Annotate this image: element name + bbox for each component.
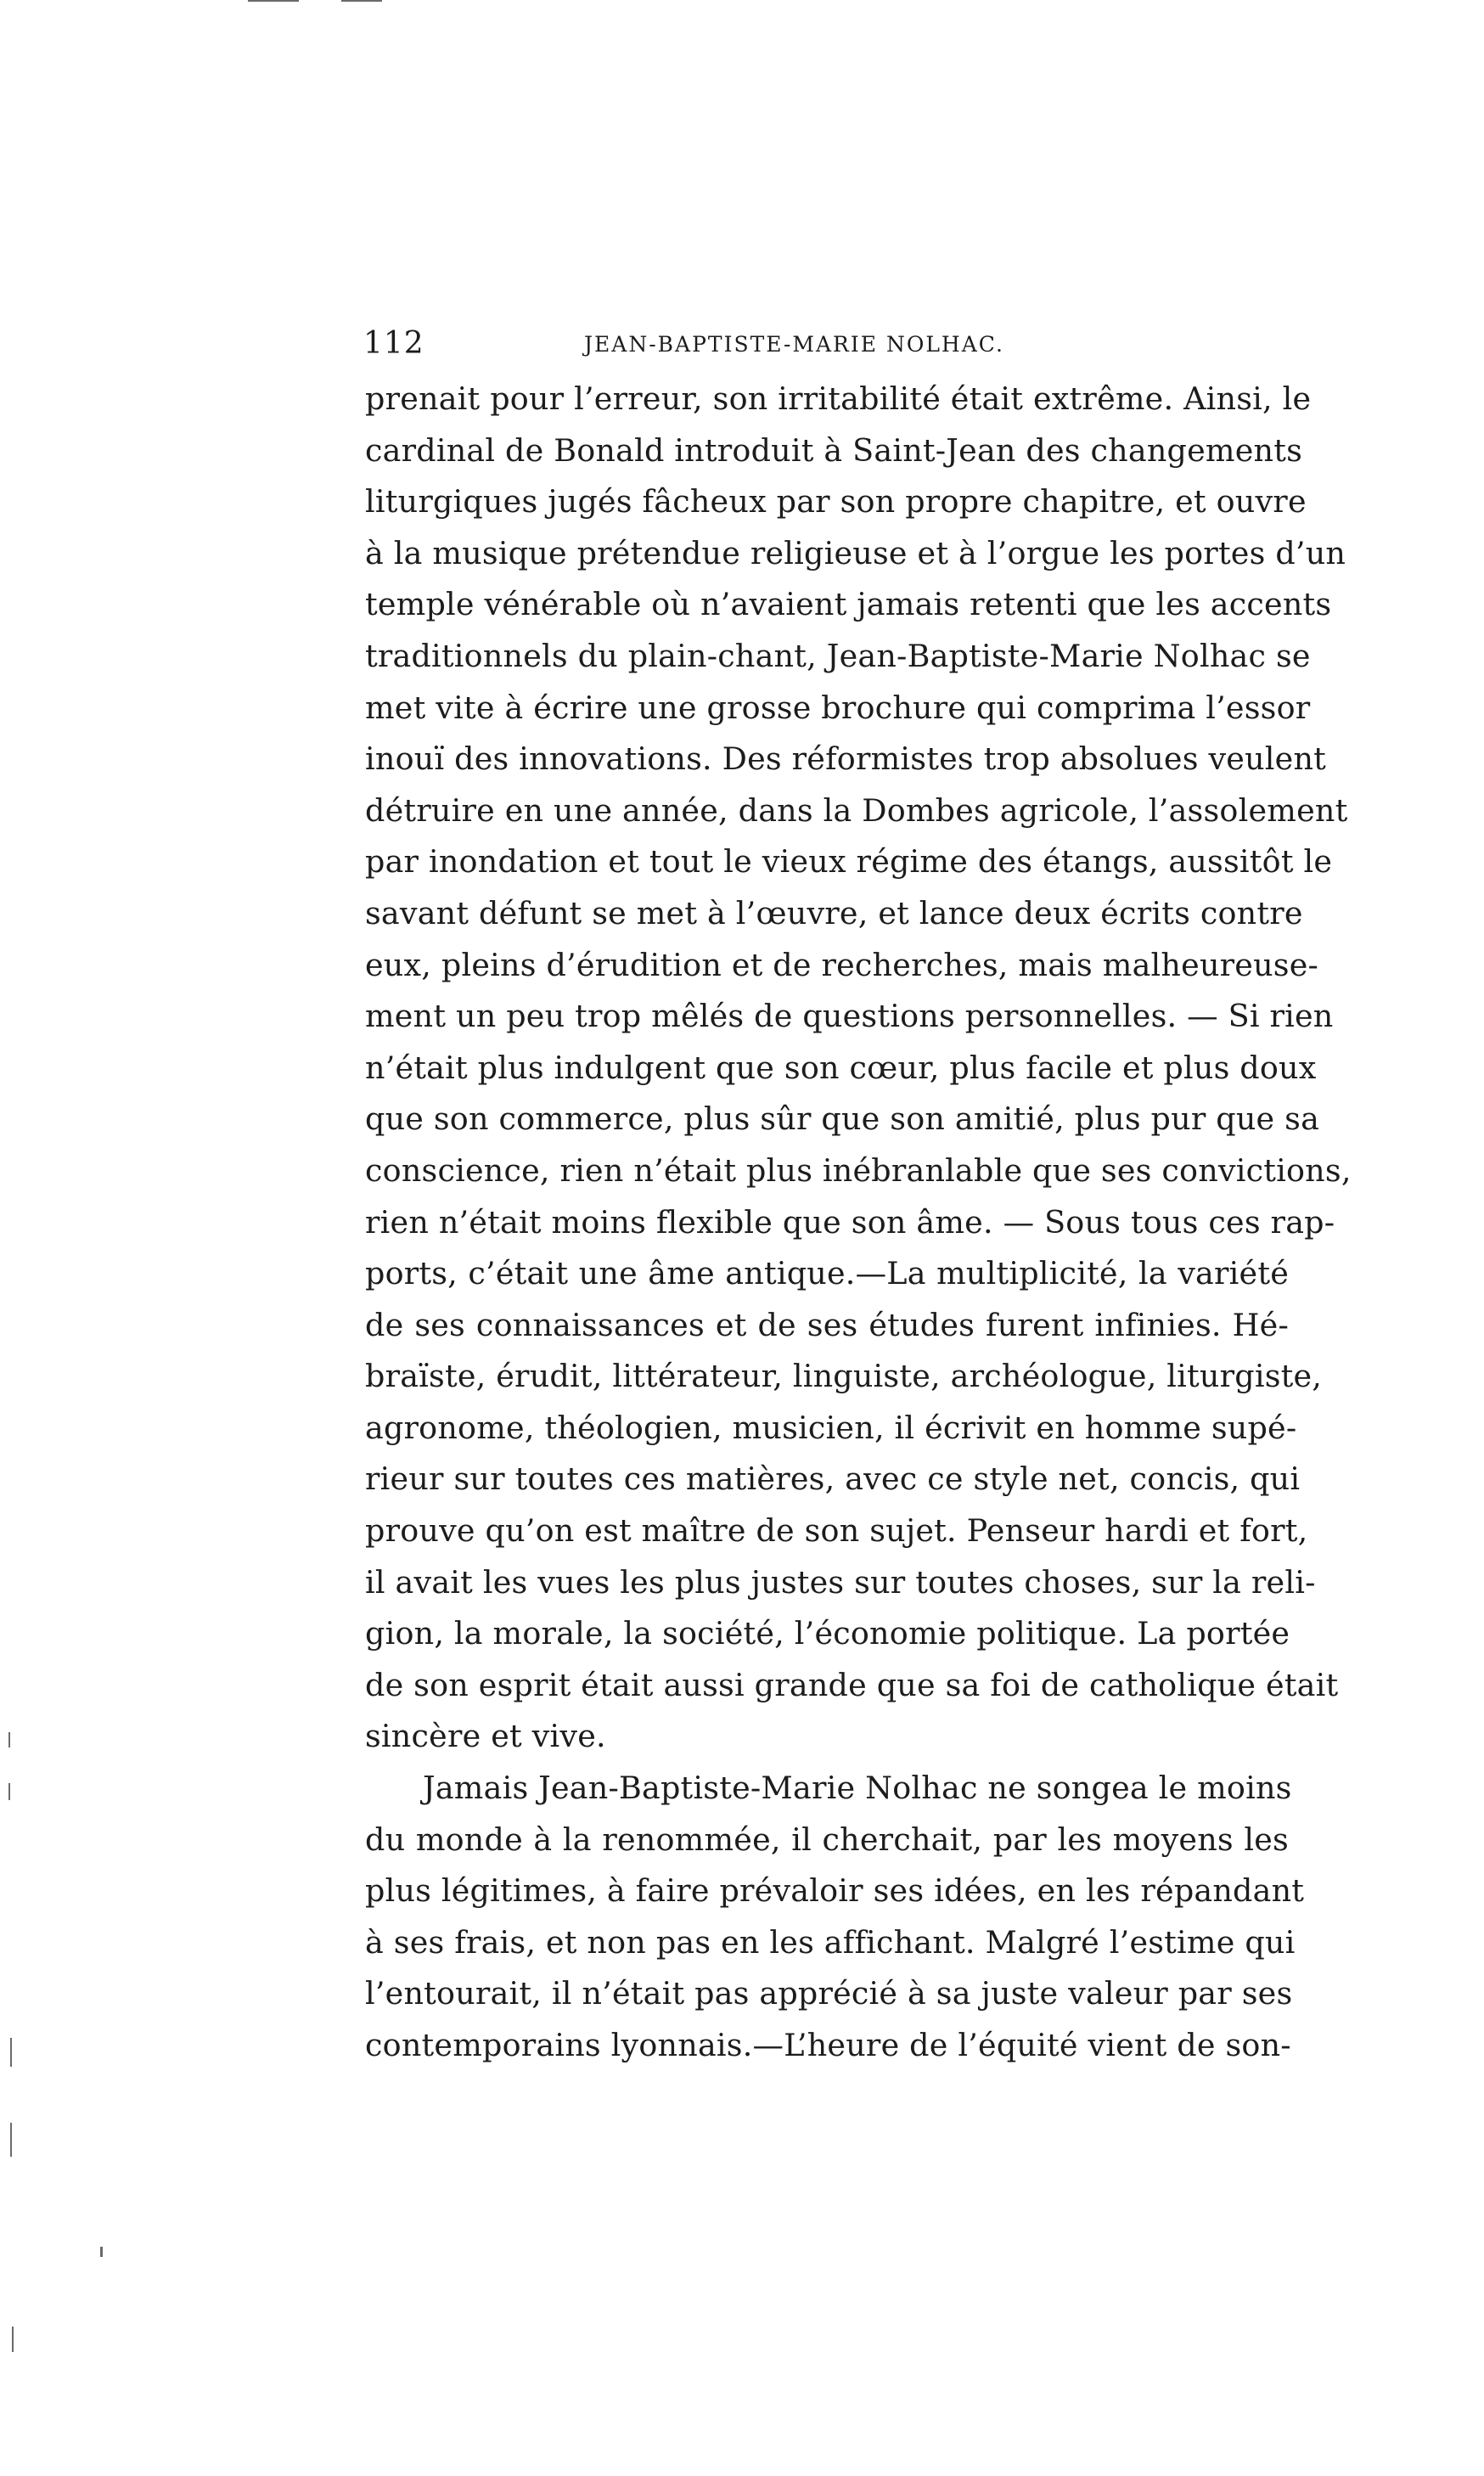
text-line: n’était plus indulgent que son cœur, plus facile et plus doux: [365, 1049, 1317, 1086]
text-line: gion, la morale, la société, l’économie politique. La portée: [365, 1615, 1290, 1652]
scan-speck: [341, 0, 382, 2]
text-line: l’entourait, il n’était pas apprécié à sa juste valeur par ses: [365, 1975, 1293, 2012]
text-line: savant défunt se met à l’œuvre, et lance deux écrits contre: [365, 894, 1303, 931]
paragraph-2: [365, 1763, 1305, 2072]
scan-speck: [8, 1732, 10, 1747]
scan-speck: [12, 2327, 14, 2352]
text-line: traditionnels du plain-chant, Jean-Baptiste-Marie Nolhac se: [365, 637, 1311, 674]
scan-speck: [10, 2123, 12, 2157]
text-line: prouve qu’on est maître de son sujet. Penseur hardi et fort,: [365, 1512, 1308, 1550]
text-line: ports, c’était une âme antique.—La multiplicité, la variété: [365, 1255, 1289, 1292]
text-line: que son commerce, plus sûr que son amitié, plus pur que sa: [365, 1100, 1320, 1138]
text-line: à la musique prétendue religieuse et à l’orgue les portes d’un: [365, 534, 1346, 571]
text-line: il avait les vues les plus justes sur toutes choses, sur la reli-: [365, 1563, 1316, 1601]
scan-speck: [8, 1783, 10, 1800]
text-line: prenait pour l’erreur, son irritabilité était extrême. Ainsi, le: [365, 380, 1312, 417]
text-line: braïste, érudit, littérateur, linguiste, archéologue, liturgiste,: [365, 1358, 1323, 1395]
text-line: met vite à écrire une grosse brochure qui comprima l’essor: [365, 689, 1311, 726]
text-line: conscience, rien n’était plus inébranlable que ses convictions,: [365, 1151, 1352, 1189]
text-line: contemporains lyonnais.—L’heure de l’équité vient de son-: [365, 2027, 1291, 2063]
scan-speck: [100, 2247, 103, 2257]
text-line: par inondation et tout le vieux régime des étangs, aussitôt le: [365, 843, 1333, 881]
text-line: détruire en une année, dans la Dombes agricole, l’assolement: [365, 791, 1348, 829]
text-line: à ses frais, et non pas en les affichant. Malgré l’estime qui: [365, 1923, 1296, 1961]
text-line: inouï des innovations. Des réformistes trop absolues veulent: [365, 740, 1327, 778]
text-line: eux, pleins d’érudition et de recherches, mais malheureuse-: [365, 946, 1319, 983]
running-title: JEAN-BAPTISTE-MARIE NOLHAC.: [584, 332, 1004, 357]
text-line: agronome, théologien, musicien, il écrivit en homme supé-: [365, 1409, 1297, 1446]
text-line: liturgiques jugés fâcheux par son propre chapitre, et ouvre: [365, 483, 1307, 521]
text-line: ment un peu trop mêlés de questions personnelles. — Si rien: [365, 998, 1334, 1035]
text-line: plus légitimes, à faire prévaloir ses idées, en les répandant: [365, 1872, 1305, 1910]
text-line: rieur sur toutes ces matières, avec ce style net, concis, qui: [365, 1460, 1301, 1498]
text-line: de ses connaissances et de ses études furent infinies. Hé-: [365, 1306, 1289, 1343]
text-line: Jamais Jean-Baptiste-Marie Nolhac ne songea le moins: [423, 1770, 1292, 1807]
paragraph-1: [365, 374, 1352, 1763]
running-head: [363, 323, 1289, 365]
scan-speck: [10, 2038, 12, 2067]
text-line: rien n’était moins flexible que son âme. — Sous tous ces rap-: [365, 1203, 1335, 1241]
body-text: [365, 374, 1352, 2072]
text-line: de son esprit était aussi grande que sa foi de catholique était: [365, 1666, 1339, 1703]
text-line: cardinal de Bonald introduit à Saint-Jean des changements: [365, 431, 1303, 469]
text-line: sincère et vive.: [365, 1718, 606, 1755]
text-line: temple vénérable où n’avaient jamais retenti que les accents: [365, 586, 1332, 623]
page-number: 112: [363, 326, 424, 361]
text-line: du monde à la renommée, il cherchait, par les moyens les: [365, 1820, 1289, 1858]
scan-speck: [248, 0, 299, 2]
